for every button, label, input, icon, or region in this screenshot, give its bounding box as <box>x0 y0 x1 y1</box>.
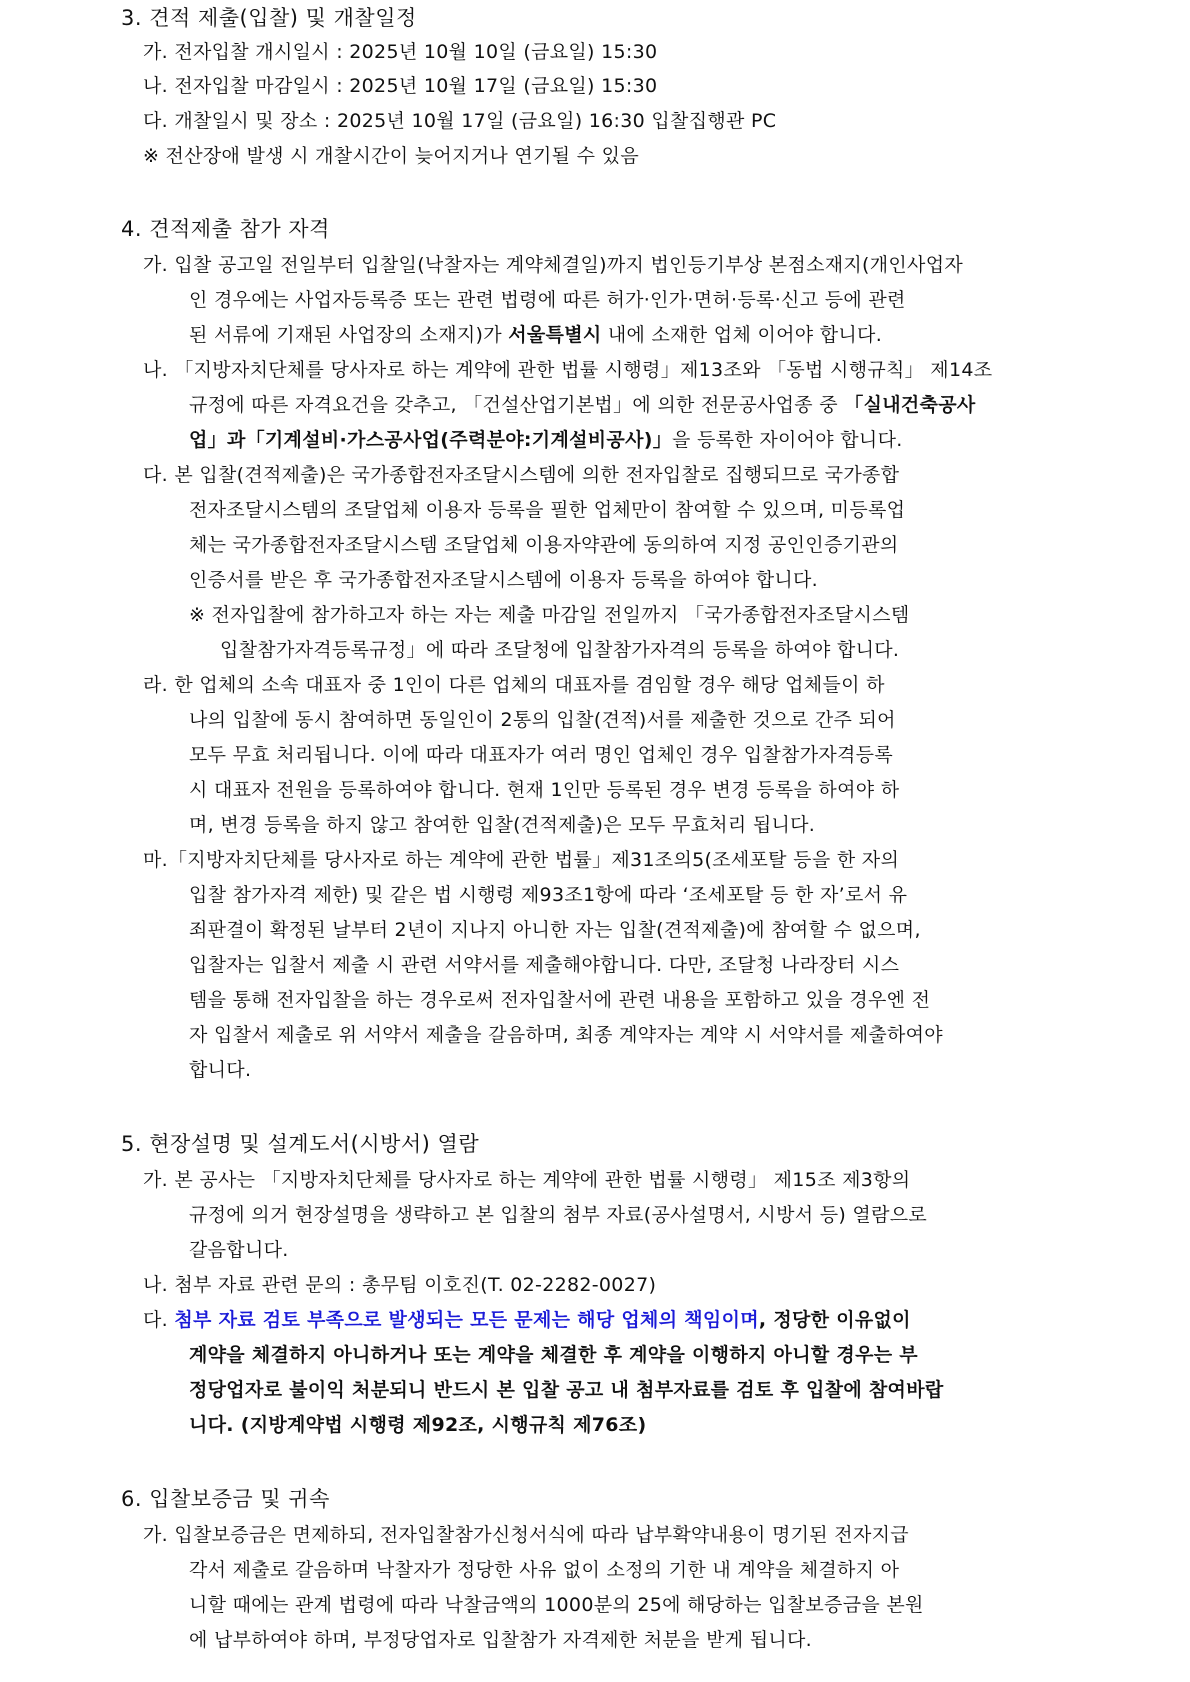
section-4-da-line: 전자조달시스템의 조달업체 이용자 등록을 필한 업체만이 참여할 수 있으며, 미등록업 <box>189 499 906 521</box>
section-5-na-line: 나. 첨부 자료 관련 문의 : 총무팀 이호진(T. 02-2282-0027) <box>143 1274 657 1296</box>
section-4-da-line: 다. 본 입찰(견적제출)은 국가종합전자조달시스템에 의한 전자입찰로 집행되므로 국가종합 <box>143 464 900 486</box>
section-3-item-ga: 가. 전자입찰 개시일시 : 2025년 10월 10일 (금요일) 15:30 <box>143 41 658 63</box>
section-5-da-line: 정당업자로 불이익 처분되니 반드시 본 입찰 공고 내 첨부자료를 검토 후 입찰에 참여바랍 <box>189 1379 944 1401</box>
emphasis-seoul: 서울특별시 <box>508 324 602 346</box>
section-4-ra-line: 시 대표자 전원을 등록하여야 합니다. 현재 1인만 등록된 경우 변경 등록을 하여야 하 <box>189 779 900 801</box>
section-5-ga-line: 갈음합니다. <box>189 1239 289 1261</box>
emphasis-mechanical: 업」과「기계설비·가스공사업(주력분야:기계설비공사)」 <box>189 429 673 451</box>
text-segment: 규정에 따른 자격요건을 갖추고, 「건설산업기본법」에 의한 전문공사업종 중 <box>189 394 845 416</box>
section-4-ma-line: 자 입찰서 제출로 위 서약서 제출을 갈음하며, 최종 계약자는 계약 시 서약서를 제출하여야 <box>189 1024 943 1046</box>
text-segment: 을 등록한 자이어야 합니다. <box>672 429 903 451</box>
section-4-na-line <box>189 390 976 417</box>
section-5-da-line <box>143 1305 911 1332</box>
section-4-ra-line: 라. 한 업체의 소속 대표자 중 1인이 다른 업체의 대표자를 겸임할 경우 해당 업체들이 하 <box>143 674 885 696</box>
section-4-ma-line: 합니다. <box>189 1059 252 1081</box>
section-4-ga-line: 가. 입찰 공고일 전일부터 입찰일(낙찰자는 계약체결일)까지 법인등기부상 본점소재지(개인사업자 <box>143 254 964 276</box>
section-6-ga-line: 각서 제출로 갈음하며 낙찰자가 정당한 사유 없이 소정의 기한 내 계약을 체결하지 아 <box>189 1559 900 1581</box>
section-4-ma-line: 입찰 참가자격 제한) 및 같은 법 시행령 제93조1항에 따라 ‘조세포탈 등 한 자’로서 유 <box>189 884 908 906</box>
section-4-title: 4. 견적제출 참가 자격 <box>121 217 330 241</box>
section-4-na-line <box>189 425 903 452</box>
text-segment: 내에 소재한 업체 이어야 합니다. <box>601 324 883 346</box>
section-4-ma-line: 죄판결이 확정된 날부터 2년이 지나지 아니한 자는 입찰(견적제출)에 참여할 수 없으며, <box>189 919 921 941</box>
section-3-item-da: 다. 개찰일시 및 장소 : 2025년 10월 17일 (금요일) 16:30 입찰집행관 PC <box>143 110 777 132</box>
section-5-da-line: 계약을 체결하지 아니하거나 또는 계약을 체결한 후 계약을 이행하지 아니할 경우는 부 <box>189 1344 918 1366</box>
section-4-ga-line <box>189 320 882 347</box>
section-4-ma-line: 입찰자는 입찰서 제출 시 관련 서약서를 제출해야합니다. 다만, 조달청 나라장터 시스 <box>189 954 900 976</box>
section-4-na-line: 나. 「지방자치단체를 당사자로 하는 계약에 관한 법률 시행령」제13조와 「동법 시행규칙」 제14조 <box>143 359 993 381</box>
section-3-item-na: 나. 전자입찰 마감일시 : 2025년 10월 17일 (금요일) 15:30 <box>143 75 658 97</box>
section-5-da-line: 니다. (지방계약법 시행령 제92조, 시행규칙 제76조) <box>189 1414 647 1436</box>
section-4-ra-line: 며, 변경 등록을 하지 않고 참여한 입찰(견적제출)은 모두 무효처리 됩니다. <box>189 814 816 836</box>
section-3-title: 3. 견적 제출(입찰) 및 개찰일정 <box>121 6 417 30</box>
section-6-ga-line: 에 납부하여야 하며, 부정당업자로 입찰참가 자격제한 처분을 받게 됩니다. <box>189 1629 813 1651</box>
emphasis-warning: , 정당한 이유없이 <box>758 1309 911 1331</box>
section-4-da-note: 입찰참가자격등록규정」에 따라 조달청에 입찰참가자격의 등록을 하여야 합니다. <box>220 639 900 661</box>
section-4-ra-line: 나의 입찰에 동시 참여하면 동일인이 2통의 입찰(견적)서를 제출한 것으로 간주 되어 <box>189 709 896 731</box>
section-4-ma-line: 템을 통해 전자입찰을 하는 경우로써 전자입찰서에 관련 내용을 포함하고 있을 경우엔 전 <box>189 989 931 1011</box>
section-4-ma-line: 마.「지방자치단체를 당사자로 하는 계약에 관한 법률」제31조의5(조세포탈 등을 한 자의 <box>143 849 900 871</box>
section-4-ga-line: 인 경우에는 사업자등록증 또는 관련 법령에 따른 허가·인가·면허·등록·신고 등에 관련 <box>189 289 906 311</box>
emphasis-interior: 「실내건축공사 <box>844 394 976 416</box>
section-5-ga-line: 규정에 의거 현장설명을 생략하고 본 입찰의 첨부 자료(공사설명서, 시방서 등) 열람으로 <box>189 1204 928 1226</box>
section-3-note: ※ 전산장애 발생 시 개찰시간이 늦어지거나 연기될 수 있음 <box>143 145 639 167</box>
text-segment: 된 서류에 기재된 사업장의 소재지)가 <box>189 324 509 346</box>
section-4-da-note: ※ 전자입찰에 참가하고자 하는 자는 제출 마감일 전일까지 「국가종합전자조달시스템 <box>189 604 910 626</box>
section-6-ga-line: 가. 입찰보증금은 면제하되, 전자입찰참가신청서식에 따라 납부확약내용이 명기된 전자지급 <box>143 1524 909 1546</box>
section-5-ga-line: 가. 본 공사는 「지방자치단체를 당사자로 하는 계약에 관한 법률 시행령」 제15조 제3항의 <box>143 1169 911 1191</box>
section-5-title: 5. 현장설명 및 설계도서(시방서) 열람 <box>121 1132 480 1156</box>
section-6-ga-line: 니할 때에는 관계 법령에 따라 낙찰금액의 1000분의 25에 해당하는 입찰보증금을 본원 <box>189 1594 924 1616</box>
section-4-ra-line: 모두 무효 처리됩니다. 이에 따라 대표자가 여러 명인 업체인 경우 입찰참가자격등록 <box>189 744 893 766</box>
section-4-da-line: 인증서를 받은 후 국가종합전자조달시스템에 이용자 등록을 하여야 합니다. <box>189 569 818 591</box>
section-6-title: 6. 입찰보증금 및 귀속 <box>121 1487 330 1511</box>
emphasis-responsibility: 첨부 자료 검토 부족으로 발생되는 모든 문제는 해당 업체의 책임이며 <box>174 1309 759 1331</box>
section-4-da-line: 체는 국가종합전자조달시스템 조달업체 이용자약관에 동의하여 지정 공인인증기관의 <box>189 534 899 556</box>
text-segment: 다. <box>143 1309 175 1331</box>
